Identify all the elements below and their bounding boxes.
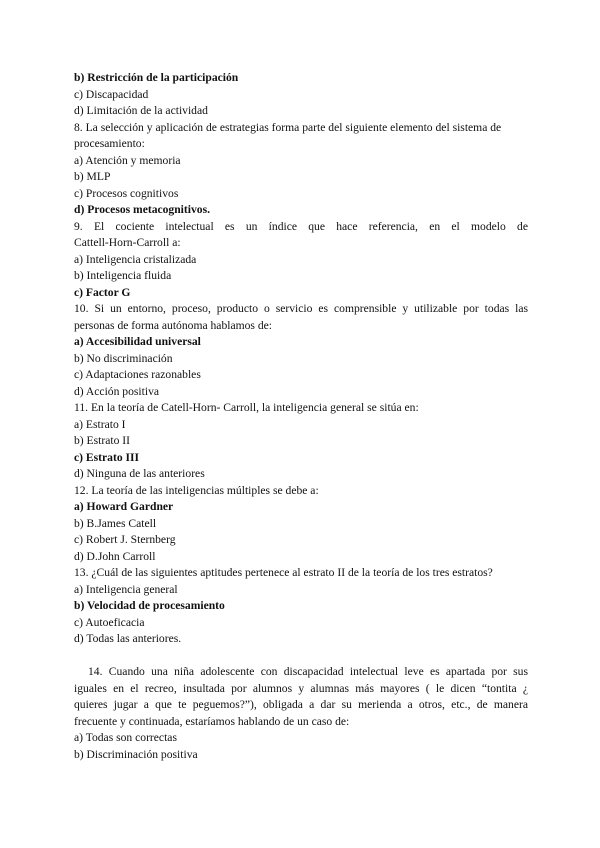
- q10-option-b: b) No discriminación: [74, 351, 173, 365]
- q12-option-c: c) Robert J. Sternberg: [74, 533, 176, 546]
- q10-option-d: d) Acción positiva: [74, 384, 160, 398]
- q10-stem-line-2: personas de forma autónoma hablamos de:: [74, 318, 272, 332]
- q14-stem-line-4: frecuente y continuada, estaríamos hablando de un caso de:: [74, 714, 350, 728]
- q11-option-a: a) Estrato I: [74, 417, 126, 431]
- q8-stem-line-2: procesamiento:: [74, 137, 145, 150]
- q10-option-a-answer: a) Accesibilidad universal: [74, 335, 201, 348]
- q13-option-d: d) Todas las anteriores.: [74, 632, 182, 645]
- q11-option-b: b) Estrato II: [74, 434, 131, 447]
- q11-option-d: d) Ninguna de las anteriores: [74, 467, 205, 480]
- q12-option-d: d) D.John Carroll: [74, 549, 156, 563]
- q11-stem: 11. En la teoría de Catell-Horn- Carroll, la inteligencia general se sitúa en:: [74, 401, 419, 414]
- q13-option-a: a) Inteligencia general: [74, 582, 178, 596]
- q9-option-a: a) Inteligencia cristalizada: [74, 252, 197, 266]
- q10-option-c: c) Adaptaciones razonables: [74, 368, 201, 381]
- q14-stem-line-1: 14. Cuando una niña adolescente con discapacidad intelectual leve es apartada por sus: [88, 665, 528, 678]
- q14-stem-line-3: quieres jugar a que te peguemos?”), obligada a dar su merienda a otros, etc., de manera: [74, 698, 528, 711]
- q9-option-b: b) Inteligencia fluida: [74, 269, 172, 282]
- q8-option-a: a) Atención y memoria: [74, 153, 181, 167]
- q14-option-a: a) Todas son correctas: [74, 731, 177, 744]
- q14-option-b: b) Discriminación positiva: [74, 747, 198, 761]
- q12-stem: 12. La teoría de las inteligencias múltiples se debe a:: [74, 483, 319, 497]
- q13-stem: 13. ¿Cuál de las siguientes aptitudes pertenece al estrato II de la teoría de los tres estratos?: [74, 566, 493, 579]
- q8-option-b: b) MLP: [74, 170, 111, 183]
- q14-stem-line-2: iguales en el recreo, insultada por alumnos y alumnas más mayores ( le dicen “tontita ¿: [74, 681, 528, 695]
- q9-option-c-answer: c) Factor G: [74, 285, 131, 299]
- q13-option-b-answer: b) Velocidad de procesamiento: [74, 599, 225, 612]
- q8-option-d-answer: d) Procesos metacognitivos.: [74, 203, 210, 216]
- q9-stem-line-2: Cattell-Horn-Carroll a:: [74, 236, 181, 249]
- q8-stem-line-1: 8. La selección y aplicación de estrategias forma parte del siguiente elemento del sistema de: [74, 120, 502, 134]
- paragraph-gap: [74, 648, 528, 665]
- q9-stem-line-1: 9. El cociente intelectual es un índice que hace referencia, en el modelo de: [74, 219, 528, 233]
- q13-option-c: c) Autoeficacia: [74, 615, 145, 629]
- q12-option-b: b) B.James Catell: [74, 516, 157, 530]
- q7-option-b-answer: b) Restricción de la participación: [74, 71, 239, 84]
- q11-option-c-answer: c) Estrato III: [74, 450, 140, 464]
- q7-option-d: d) Limitación de la actividad: [74, 104, 208, 117]
- q7-option-c: c) Discapacidad: [74, 87, 149, 101]
- q10-stem-line-1: 10. Si un entorno, proceso, producto o servicio es comprensible y utilizable por todas las: [74, 302, 528, 315]
- document-page: [74, 70, 528, 763]
- q8-option-c: c) Procesos cognitivos: [74, 186, 179, 200]
- q12-option-a-answer: a) Howard Gardner: [74, 500, 174, 513]
